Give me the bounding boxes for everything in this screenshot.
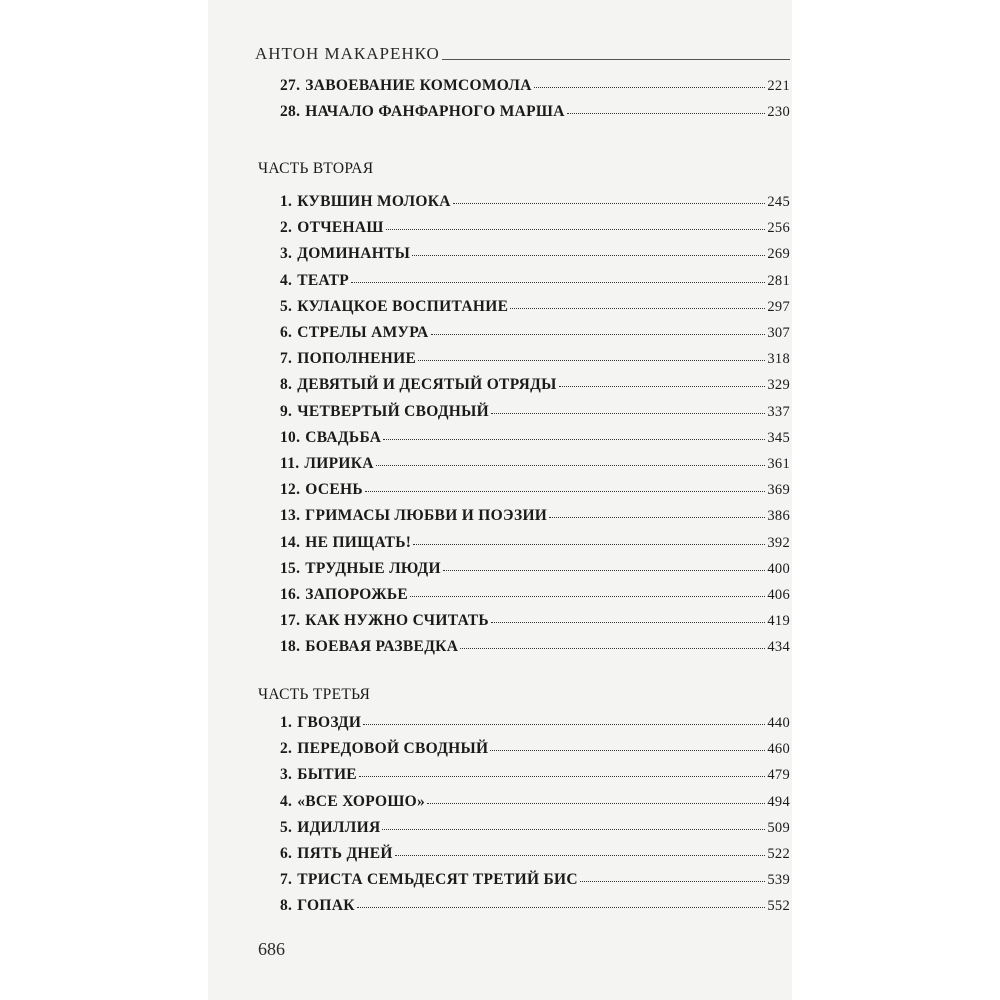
toc-entry [280,455,790,475]
chapter-title: НЕ ПИЩАТЬ! [305,533,412,551]
chapter-number: 13. [280,507,301,525]
dot-leader [395,855,766,856]
dot-leader [410,596,765,597]
dot-leader [460,648,765,649]
toc-entry [280,871,790,891]
toc-entry [280,272,790,292]
toc-entry [280,193,790,213]
chapter-number: 17. [280,612,301,630]
chapter-title: НАЧАЛО ФАНФАРНОГО МАРША [305,103,565,120]
chapter-number: 7. [280,350,293,368]
chapter-number: 4. [280,271,293,289]
chapter-number: 7. [280,871,293,889]
toc-entry [280,507,790,527]
chapter-page-number: 245 [767,194,790,210]
dot-leader [431,334,766,335]
toc-entry [280,586,790,606]
chapter-number: 4. [280,792,293,810]
dot-leader [580,881,765,882]
chapter-title: ГВОЗДИ [297,714,362,731]
chapter-title: КУВШИН МОЛОКА [297,193,451,210]
part-title: ЧАСТЬ ВТОРАЯ [258,160,374,177]
chapter-number: 15. [280,559,301,577]
toc-entry [280,714,790,734]
chapter-number: 8. [280,376,293,394]
dot-leader [534,87,766,88]
chapter-page-number: 392 [767,534,790,551]
toc-entry [280,481,790,501]
chapter-number: 28. [280,103,301,120]
chapter-page-number: 221 [767,78,790,94]
chapter-page-number: 386 [767,508,790,525]
chapter-page-number: 494 [767,793,790,810]
chapter-title: ПЕРЕДОВОЙ СВОДНЫЙ [297,740,489,758]
chapter-page-number: 440 [767,715,790,731]
toc-entry [280,350,790,370]
toc-entry [280,793,790,813]
chapter-title: КУЛАЦКОЕ ВОСПИТАНИЕ [297,297,509,315]
dot-leader [386,229,766,230]
chapter-page-number: 269 [767,246,790,263]
chapter-title: ТРИСТА СЕМЬДЕСЯТ ТРЕТИЙ БИС [297,871,578,889]
toc-entry [280,766,790,786]
toc-entry [280,740,790,760]
chapter-number: 2. [280,740,293,758]
chapter-title: КАК НУЖНО СЧИТАТЬ [305,612,489,630]
dot-leader [376,465,766,466]
chapter-title: ЛИРИКА [304,455,374,472]
chapter-page-number: 479 [767,767,790,784]
toc-entry [280,376,790,396]
chapter-title: БЫТИЕ [297,766,357,784]
dot-leader [453,203,766,204]
chapter-page-number: 230 [767,104,790,120]
chapter-title: СТРЕЛЫ АМУРА [297,324,429,341]
chapter-title: ТЕАТР [297,271,350,289]
chapter-number: 10. [280,428,301,446]
dot-leader [359,776,765,777]
chapter-page-number: 318 [767,351,790,368]
chapter-page-number: 509 [767,819,790,836]
header-rule [442,59,790,60]
toc-entry [280,429,790,449]
chapter-title: ГРИМАСЫ ЛЮБВИ И ПОЭЗИИ [305,507,548,525]
chapter-page-number: 539 [767,872,790,889]
chapter-title: ГОПАК [297,897,355,915]
chapter-number: 9. [280,402,293,420]
chapter-number: 5. [280,297,293,315]
dot-leader [351,282,765,283]
toc-entry [280,403,790,423]
chapter-page-number: 345 [767,429,790,446]
chapter-page-number: 337 [767,403,790,420]
dot-leader [490,750,765,751]
toc-entry [280,324,790,344]
chapter-title: ЗАВОЕВАНИЕ КОМСОМОЛА [305,77,532,94]
chapter-title: ЗАПОРОЖЬЕ [305,586,409,603]
chapter-page-number: 329 [767,377,790,394]
chapter-page-number: 434 [767,639,790,656]
chapter-number: 6. [280,845,293,862]
dot-leader [567,113,766,114]
dot-leader [491,622,765,623]
chapter-number: 12. [280,481,301,499]
toc-entry [280,638,790,658]
part-title: ЧАСТЬ ТРЕТЬЯ [258,686,371,703]
toc-entry [280,534,790,554]
chapter-page-number: 256 [767,220,790,237]
dot-leader [412,255,765,256]
dot-leader [363,724,765,725]
dot-leader [365,491,765,492]
chapter-page-number: 406 [767,587,790,603]
dot-leader [443,570,766,571]
toc-entry [280,612,790,632]
chapter-title: ПОПОЛНЕНИЕ [297,350,417,368]
chapter-number: 3. [280,245,293,263]
chapter-title: ДЕВЯТЫЙ И ДЕСЯТЫЙ ОТРЯДЫ [297,376,557,394]
chapter-page-number: 552 [767,898,790,915]
dot-leader [382,829,765,830]
chapter-number: 5. [280,818,293,836]
chapter-title: БОЕВАЯ РАЗВЕДКА [305,638,459,656]
toc-entry [280,245,790,265]
toc-entry [280,897,790,917]
chapter-page-number: 419 [767,613,790,630]
chapter-title: ПЯТЬ ДНЕЙ [297,845,393,862]
chapter-page-number: 307 [767,325,790,341]
chapter-number: 1. [280,714,293,731]
chapter-title: СВАДЬБА [305,428,382,446]
toc-entry [280,560,790,580]
toc-entry [280,845,790,865]
dot-leader [427,803,765,804]
chapter-number: 6. [280,324,293,341]
chapter-page-number: 361 [767,456,790,472]
dot-leader [413,544,765,545]
chapter-number: 18. [280,638,301,656]
chapter-number: 8. [280,897,293,915]
chapter-page-number: 297 [767,298,790,315]
chapter-page-number: 281 [767,272,790,289]
chapter-title: ЧЕТВЕРТЫЙ СВОДНЫЙ [297,402,490,420]
chapter-title: ДОМИНАНТЫ [297,245,411,263]
chapter-page-number: 369 [767,482,790,499]
chapter-number: 16. [280,586,301,603]
chapter-title: ОСЕНЬ [305,481,363,499]
dot-leader [418,360,765,361]
toc-entry [280,219,790,239]
chapter-number: 1. [280,193,293,210]
chapter-number: 3. [280,766,293,784]
chapter-number: 14. [280,533,301,551]
dot-leader [559,386,766,387]
chapter-title: ОТЧЕНАШ [297,219,384,237]
dot-leader [491,413,765,414]
dot-leader [383,439,765,440]
chapter-number: 2. [280,219,293,237]
chapter-title: ИДИЛЛИЯ [297,818,381,836]
running-head-author: АНТОН МАКАРЕНКО [255,44,440,63]
dot-leader [510,308,765,309]
dot-leader [357,907,766,908]
dot-leader [549,517,765,518]
chapter-page-number: 522 [767,846,790,862]
chapter-number: 27. [280,77,301,94]
chapter-title: «ВСЕ ХОРОШО» [297,792,426,810]
chapter-page-number: 460 [767,741,790,758]
chapter-title: ТРУДНЫЕ ЛЮДИ [305,559,441,577]
toc-entry [280,298,790,318]
chapter-page-number: 400 [767,560,790,577]
toc-entry [280,77,790,97]
toc-entry [280,819,790,839]
chapter-number: 11. [280,455,300,472]
toc-entry [280,103,790,123]
page-number: 686 [258,939,285,959]
